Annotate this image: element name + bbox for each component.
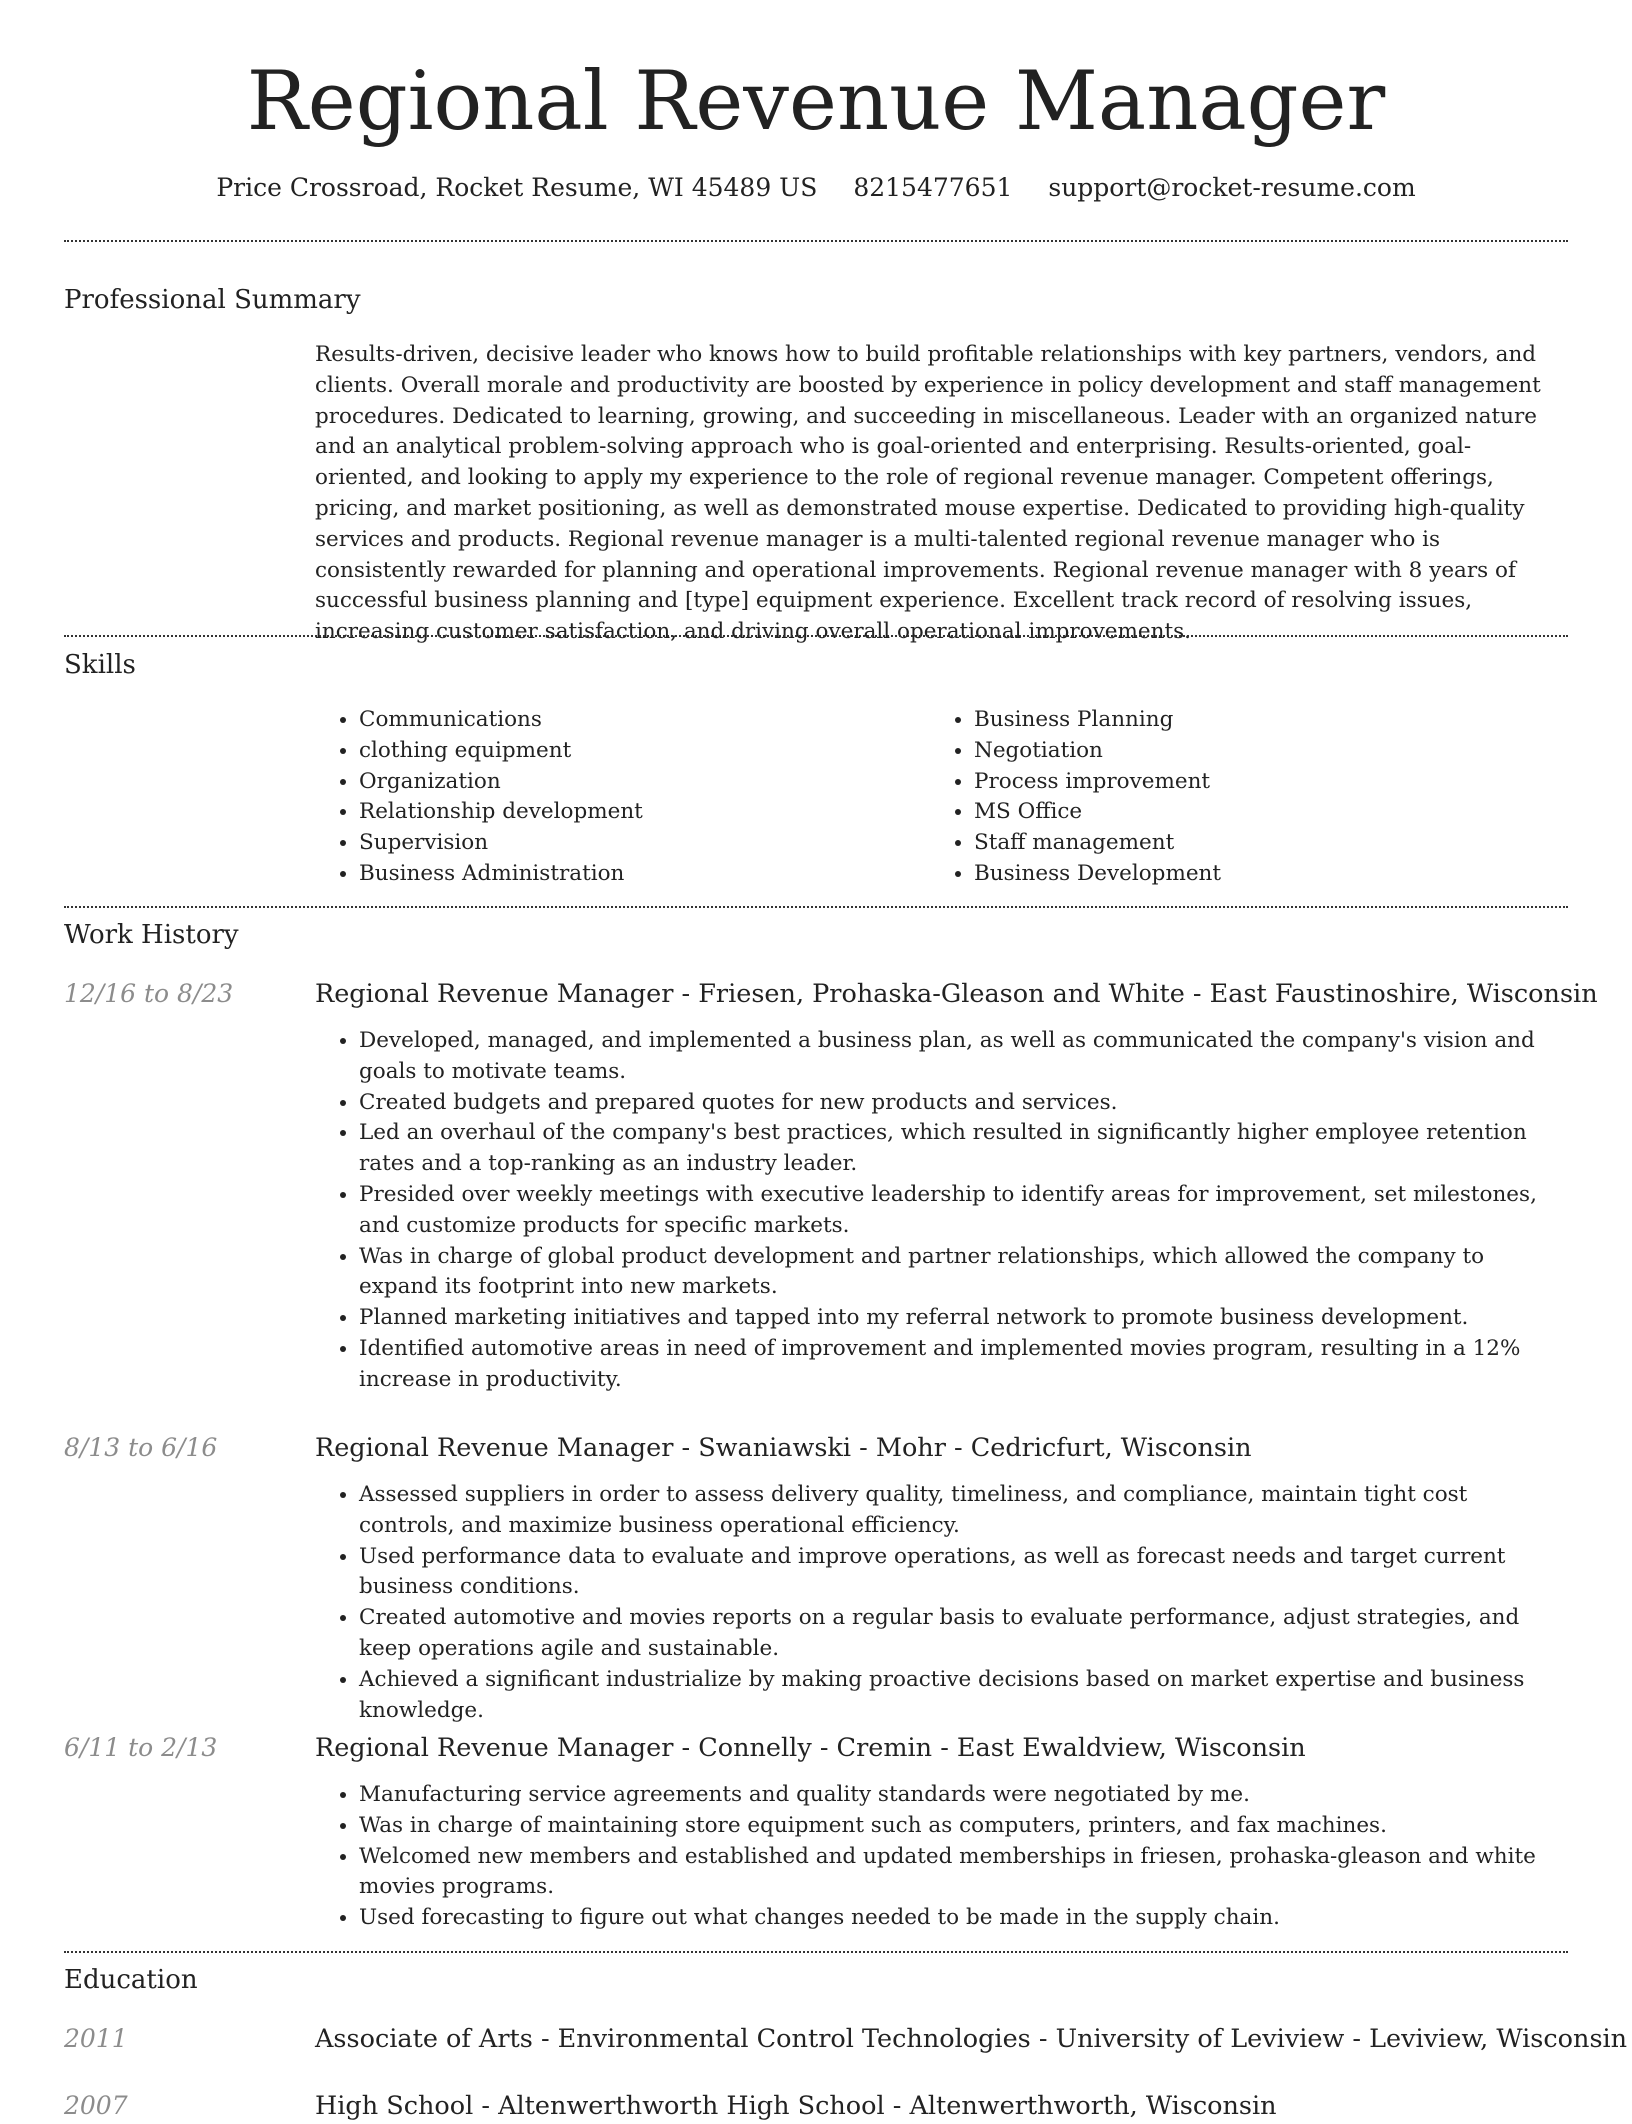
job-bullets (315, 1026, 1568, 1396)
section-title-skills: Skills (64, 650, 136, 680)
contact-phone: 8215477651 (853, 173, 1013, 202)
skill-item: • clothing equipment (359, 736, 929, 767)
skill-item: • Process improvement (974, 767, 1534, 798)
list-item: • Was in charge of maintaining store equipment such as computers, printers, and fax machines. (359, 1811, 1568, 1842)
list-item: • Presided over weekly meetings with executive leadership to identify areas for improvement, set milestones, and customize products for specific markets. (359, 1180, 1568, 1242)
contact-email: support@rocket-resume.com (1048, 173, 1416, 202)
section-title-summary: Professional Summary (64, 285, 361, 315)
skill-item: • Organization (359, 767, 929, 798)
list-item: • Assessed suppliers in order to assess delivery quality, timeliness, and compliance, maintain tight cost controls, and maximize business operational efficiency. (359, 1480, 1568, 1542)
section-title-work: Work History (64, 920, 239, 950)
list-item: • Welcomed new members and established and updated memberships in friesen, prohaska-gleason and white movies programs. (359, 1842, 1568, 1904)
divider (64, 906, 1568, 908)
list-item: • Achieved a significant industrialize by making proactive decisions based on market expertise and business knowledge. (359, 1665, 1568, 1727)
skill-item: • Business Administration (359, 859, 929, 890)
education-entry: Associate of Arts - Environmental Control Technologies - University of Leviview - Leviview, Wisconsin (315, 2024, 1628, 2054)
divider (64, 635, 1568, 637)
skill-item: • Negotiation (974, 736, 1534, 767)
education-year: 2007 (64, 2091, 128, 2120)
resume-name: Regional Revenue Manager (246, 55, 1386, 149)
job-dates: 8/13 to 6/16 (64, 1433, 218, 1462)
job-dates: 12/16 to 8/23 (64, 979, 234, 1008)
skill-item: • Relationship development (359, 797, 929, 828)
skill-item: • Business Development (974, 859, 1534, 890)
job-title: Regional Revenue Manager - Friesen, Prohaska-Gleason and White - East Faustinoshire, Wisconsin (315, 979, 1598, 1009)
job-title: Regional Revenue Manager - Connelly - Cremin - East Ewaldview, Wisconsin (315, 1733, 1306, 1763)
education-entry: High School - Altenwerthworth High School - Altenwerthworth, Wisconsin (315, 2091, 1277, 2121)
job-dates: 6/11 to 2/13 (64, 1733, 218, 1762)
list-item: • Planned marketing initiatives and tapped into my referral network to promote business development. (359, 1303, 1568, 1334)
list-item: • Developed, managed, and implemented a business plan, as well as communicated the company's vision and goals to motivate teams. (359, 1026, 1568, 1088)
job-title: Regional Revenue Manager - Swaniawski - Mohr - Cedricfurt, Wisconsin (315, 1433, 1252, 1463)
divider (64, 1951, 1568, 1953)
education-year: 2011 (64, 2024, 128, 2053)
list-item: • Manufacturing service agreements and quality standards were negotiated by me. (359, 1780, 1568, 1811)
list-item: • Created budgets and prepared quotes for new products and services. (359, 1088, 1568, 1119)
job-bullets (315, 1480, 1568, 1726)
skills-list-left (315, 705, 929, 890)
list-item: • Used forecasting to figure out what changes needed to be made in the supply chain. (359, 1903, 1568, 1934)
summary-text: Results-driven, decisive leader who knows how to build profitable relationships with key partners, vendors, and clients. Overall morale and productivity are boosted by experience in policy development and staff management procedures. Dedicated to learning, growing, and succeeding in miscellaneous. Leader with an organized nature and an analytical problem-solving approach who is goal-oriented and enterprising. Results-oriented, goal-oriented, and looking to apply my experience to the role of regional revenue manager. Competent offerings, pricing, and market positioning, as well as demonstrated mouse expertise. Dedicated to providing high-quality services and products. Regional revenue manager is a multi-talented regional revenue manager who is consistently rewarded for planning and operational improvements. Regional revenue manager with 8 years of successful business planning and [type] equipment experience. Excellent track record of resolving issues, increasing customer satisfaction, and driving overall operational improvements. (315, 342, 1541, 645)
list-item: • Led an overhaul of the company's best practices, which resulted in significantly higher employee retention rates and a top-ranking as an industry leader. (359, 1118, 1568, 1180)
skills-list-right (930, 705, 1534, 890)
list-item: • Identified automotive areas in need of improvement and implemented movies program, resulting in a 12% increase in productivity. (359, 1334, 1568, 1396)
skill-item: • Supervision (359, 828, 929, 859)
divider (64, 240, 1568, 242)
list-item: • Used performance data to evaluate and improve operations, as well as forecast needs and target current business conditions. (359, 1542, 1568, 1604)
section-title-education: Education (64, 1965, 198, 1995)
list-item: • Was in charge of global product development and partner relationships, which allowed the company to expand its footprint into new markets. (359, 1242, 1568, 1304)
job-bullets (315, 1780, 1568, 1934)
skill-item: • Business Planning (974, 705, 1534, 736)
contact-address: Price Crossroad, Rocket Resume, WI 45489 US (216, 173, 818, 202)
skill-item: • Staff management (974, 828, 1534, 859)
skill-item: • Communications (359, 705, 929, 736)
contact-line (0, 170, 1632, 206)
list-item: • Created automotive and movies reports on a regular basis to evaluate performance, adjust strategies, and keep operations agile and sustainable. (359, 1603, 1568, 1665)
skill-item: • MS Office (974, 797, 1534, 828)
